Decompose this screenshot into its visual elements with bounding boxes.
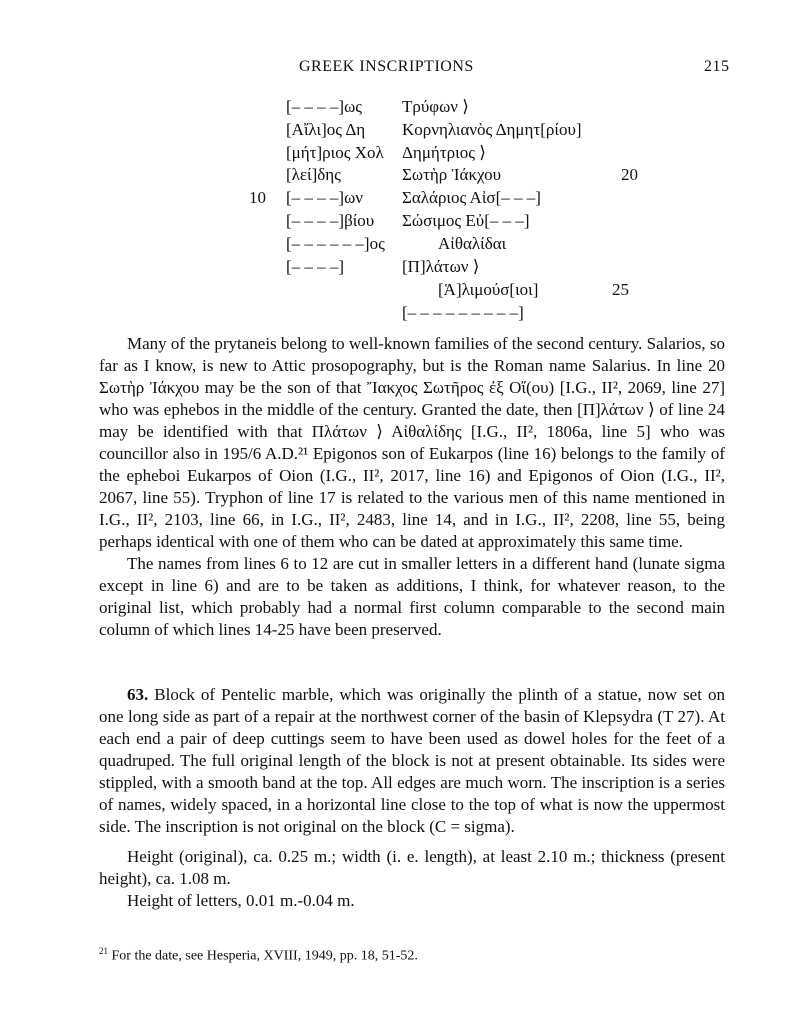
- entry-letter-height: Height of letters, 0.01 m.-0.04 m.: [127, 891, 355, 910]
- inscription-right-line: [Ἁ]λιμούσ[ιοι]: [438, 280, 539, 299]
- inscription-left-line: [– – – –]ων: [286, 188, 363, 207]
- inscription-right-line: Αἰθαλίδαι: [438, 234, 507, 253]
- inscription-line-number: 10: [249, 188, 266, 207]
- commentary: [99, 333, 725, 641]
- entry-description: [99, 684, 725, 838]
- inscription-right-line: Τρύφων ⟩: [402, 97, 469, 116]
- inscription-left-line: [– – – – – –]ος: [286, 234, 385, 253]
- footnote: [99, 946, 418, 965]
- entry-dimensions: Height (original), ca. 0.25 m.; width (i. e. length), at least 2.10 m.; thickness (present height), ca. 1.08 m.: [99, 847, 725, 888]
- inscription-right-line: [Π]λάτων ⟩: [402, 257, 480, 276]
- footnote-marker: 21: [99, 946, 108, 956]
- inscription-left-line: [– – – –]ως: [286, 97, 362, 116]
- entry-text: Block of Pentelic marble, which was originally the plinth of a statue, now set on one long side as part of a repair at the northwest corner of the basin of Klepsydra (T 27). At each end a pair of deep cuttings seem to have been used as dowel holes for the feet of a quadruped. The full original length of the block is not at present obtainable. Its sides were stippled, with a smooth band at the top. All edges are much worn. The inscription is a series of names, widely spaced, in a horizontal line close to the top of what is now the uppermost side. The inscription is not original on the block (C = sigma).: [99, 685, 725, 836]
- commentary-paragraph: Many of the prytaneis belong to well-known families of the second century. Salarios, so far as I know, is new to Attic prosopography, but is the Roman name Salarius. In line 20 Σωτὴρ Ἰάκχου may be the son of that Ἴακχος Σωτῆρος ἐξ Οἴ(ου) [I.G., II², 2069, line 27] who was ephebos in the middle of the century. Granted the date, then [Π]λάτων ⟩ of line 24 may be identified with that Πλάτων ⟩ Αἰθαλίδης [I.G., II², 1806a, line 5] who was councillor also in 195/6 A.D.²¹ Epigonos son of Eukarpos (line 16) belongs to the family of the epheboi Eukarpos of Oion (I.G., II², 2017, line 16) and Epigonos of Oion (I.G., II², 2067, line 55). Tryphon of line 17 is related to the various men of this name mentioned in I.G., II², 2103, line 66, in I.G., II², 2483, line 14, and in I.G., II², 2208, line 55, being perhaps identical with one of them who can be dated at approximately this same time.: [99, 334, 726, 551]
- inscription-left-line: [– – – –]: [286, 257, 345, 276]
- inscription-line-number: 20: [621, 165, 638, 184]
- inscription-left-line: [Αἴλι]ος Δη: [286, 120, 366, 139]
- inscription-right-line: [– – – – – – – – –]: [402, 303, 524, 322]
- entry-number: 63.: [127, 685, 149, 704]
- inscription-left-line: [– – – –]βίου: [286, 211, 375, 230]
- commentary-paragraph: The names from lines 6 to 12 are cut in smaller letters in a different hand (lunate sigma except in line 6) and are to be taken as additions, I think, for whatever reason, to the original list, which probably had a normal first column comparable to the second main column of which lines 14-25 have been preserved.: [99, 554, 725, 639]
- footnote-text: For the date, see Hesperia, XVIII, 1949, pp. 18, 51-52.: [111, 948, 418, 964]
- inscription-right-line: Σώσιμος Εὐ[– – –]: [402, 211, 530, 230]
- inscription-right-line: Δημήτριος ⟩: [402, 143, 486, 162]
- inscription-right-line: Κορνηλιανὸς Δημητ[ρίου]: [402, 120, 582, 139]
- running-title: GREEK INSCRIPTIONS: [299, 58, 474, 75]
- inscription-right-line: Σωτὴρ Ἰάκχου: [402, 165, 502, 184]
- inscription-left-line: [λεί]δης: [286, 165, 341, 184]
- inscription-right-line: Σαλάριος Αἰσ[– – –]: [402, 188, 541, 207]
- inscription-line-number: 25: [612, 280, 629, 299]
- inscription-left-line: [μήτ]ριος Χολ: [286, 143, 384, 162]
- entry-63: [99, 684, 725, 912]
- page-number: 215: [704, 58, 730, 75]
